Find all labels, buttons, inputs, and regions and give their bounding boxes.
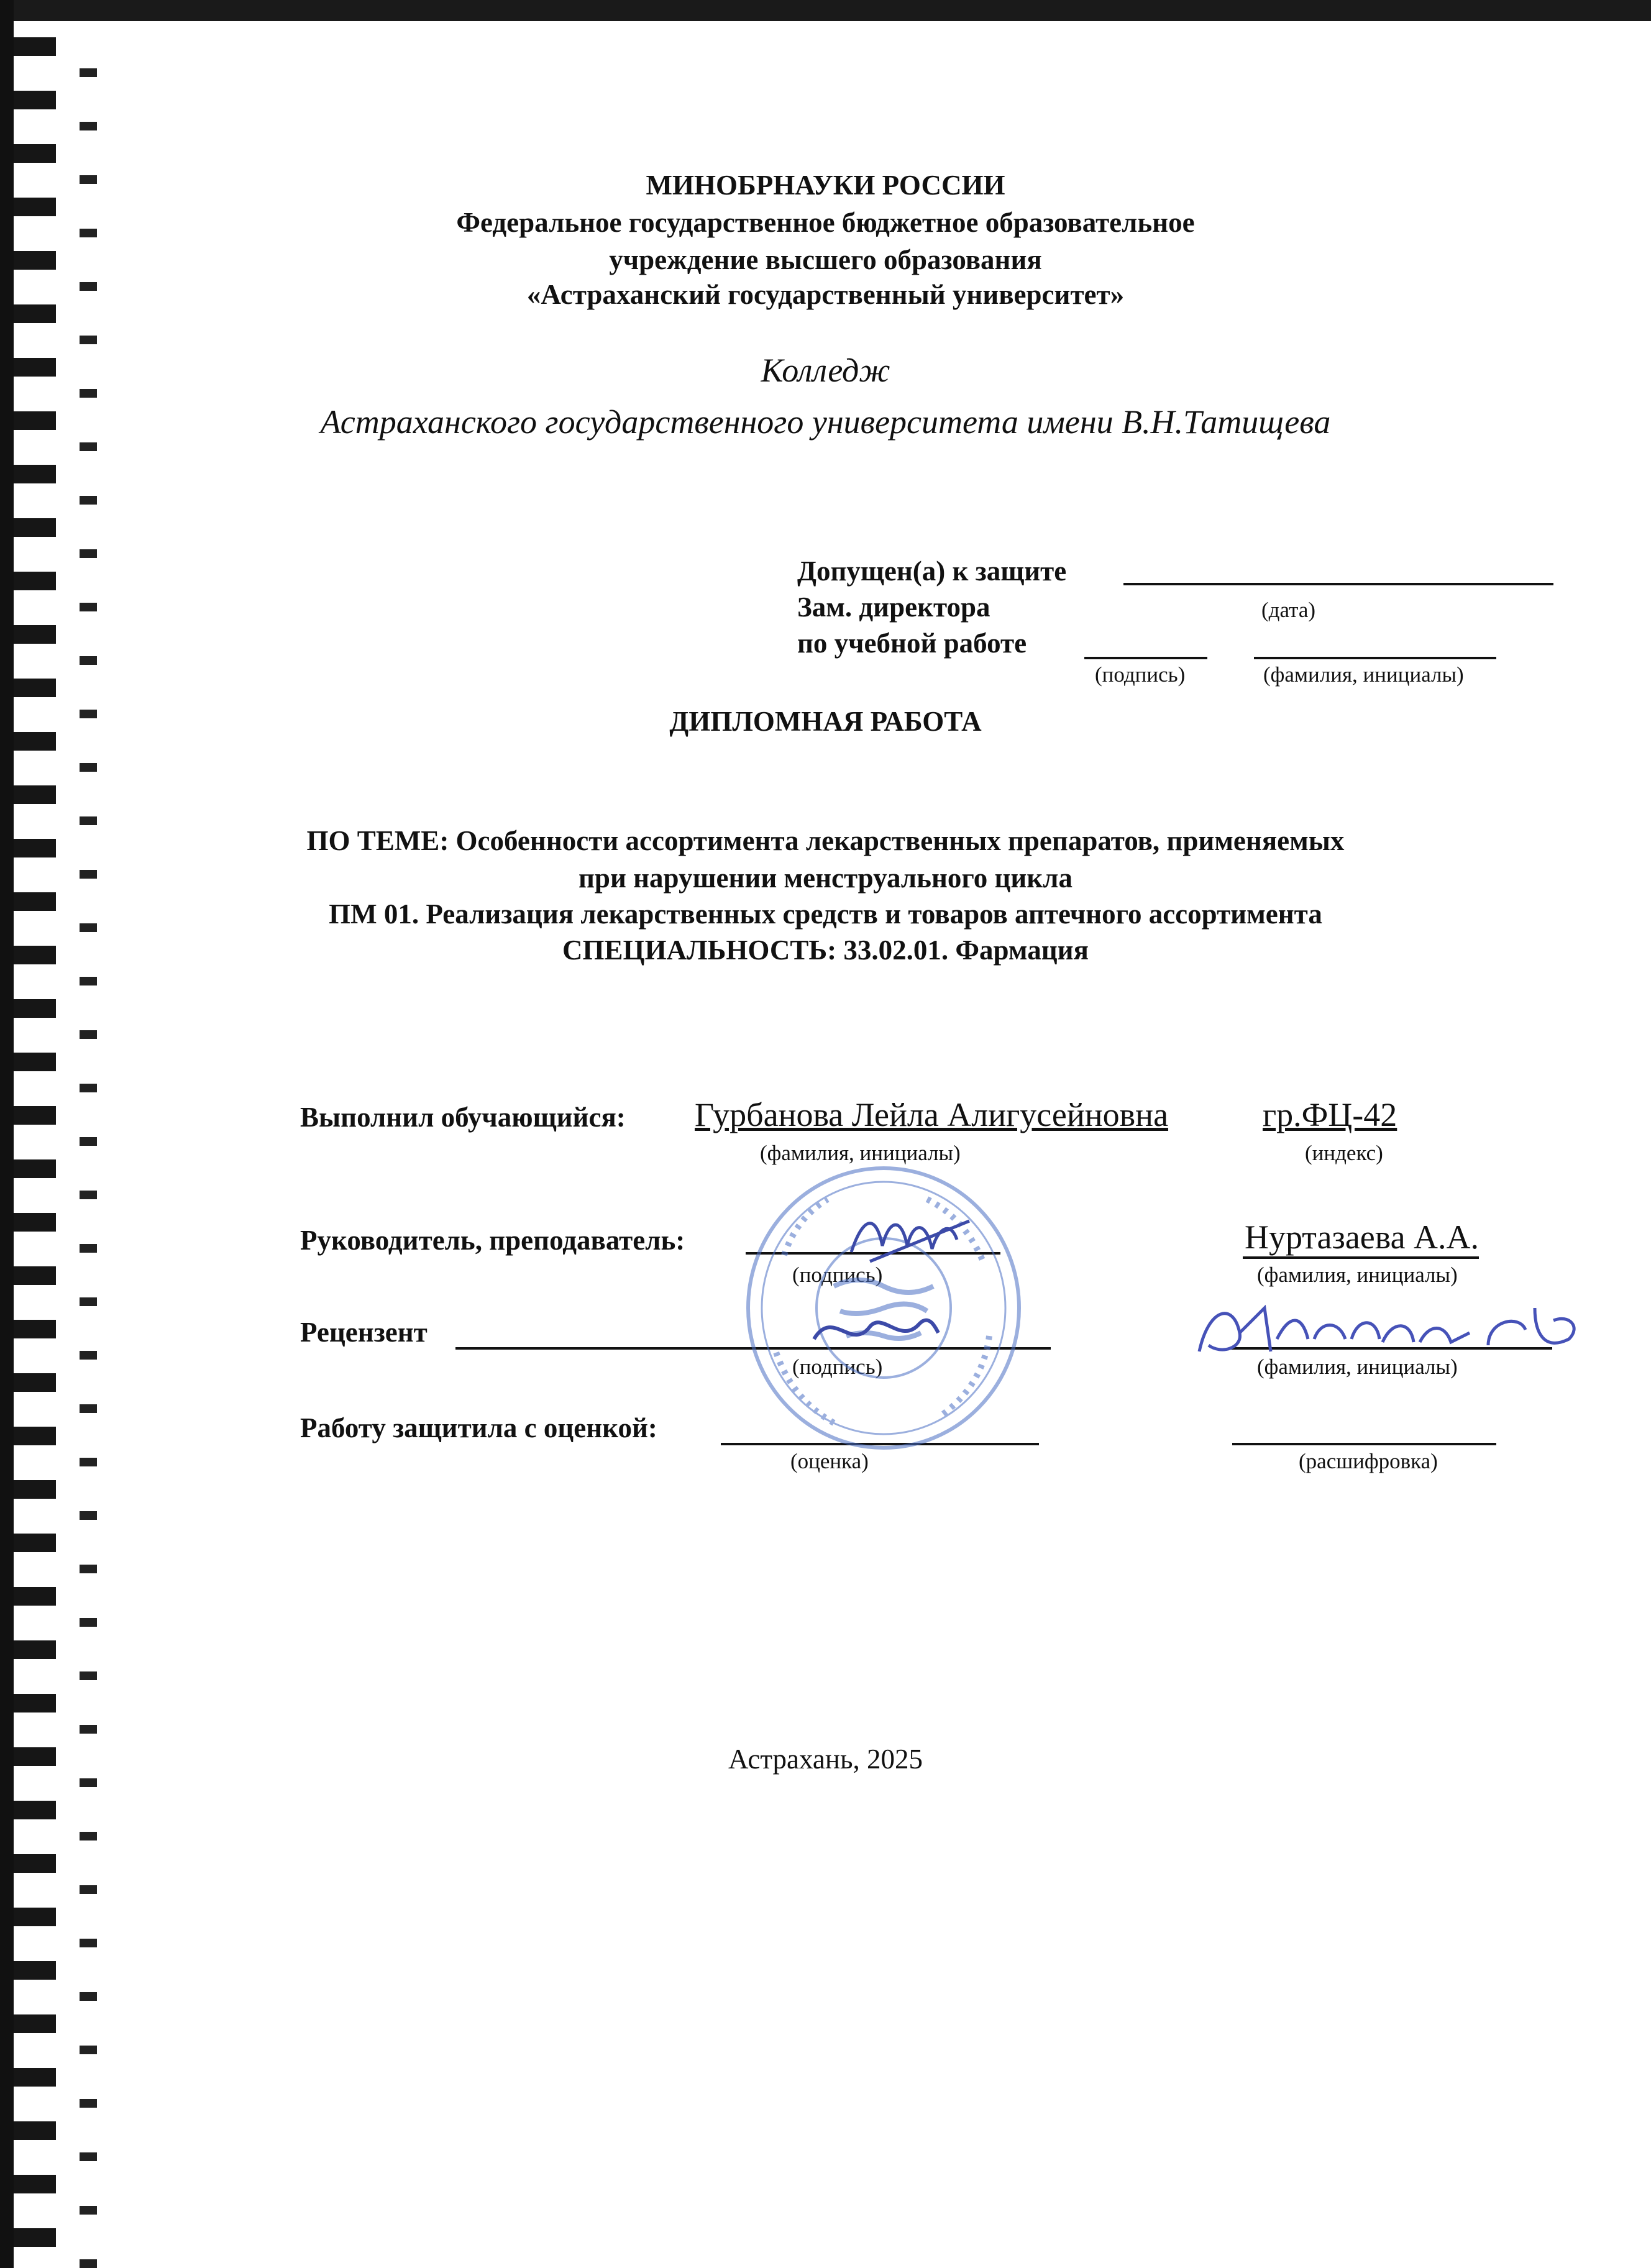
deputy-director-label: Зам. директора [797,592,990,623]
binding-ring [14,679,56,697]
binding-ring [14,1106,56,1125]
binding-ring [14,999,56,1018]
grade-decode-caption: (расшифровка) [1299,1449,1438,1473]
city-year: Астрахань, 2025 [728,1744,923,1775]
binding-hole [80,1297,97,1306]
binding-hole [80,1191,97,1199]
admitted-label: Допущен(а) к защите [797,556,1067,587]
deputy-name-caption: (фамилия, инициалы) [1263,662,1464,687]
binding-hole [80,68,97,77]
binding-hole [80,1992,97,2001]
binding-hole [80,1778,97,1787]
date-caption: (дата) [1261,598,1316,622]
institution-line-2: учреждение высшего образования [609,244,1042,275]
student-index-caption: (индекс) [1305,1141,1383,1165]
binding-ring [14,2068,56,2087]
deputy-signature-caption: (подпись) [1095,662,1186,687]
binding-hole [80,1939,97,1947]
academic-work-label: по учебной работе [797,628,1027,659]
binding-hole [80,603,97,611]
binding-hole [80,1618,97,1627]
binding-ring [14,91,56,109]
student-name-caption: (фамилия, инициалы) [760,1141,961,1165]
supervisor-label: Руководитель, преподаватель: [300,1225,685,1256]
reviewer-name-caption: (фамилия, инициалы) [1257,1355,1458,1379]
reviewer-handwritten-name [1196,1296,1581,1364]
supervisor-signature-caption: (подпись) [792,1263,883,1287]
student-group: гр.ФЦ-42 [1263,1096,1397,1133]
binding-ring [14,2121,56,2140]
document-type-title: ДИПЛОМНАЯ РАБОТА [669,706,982,737]
binding-ring [14,785,56,804]
grade-decode-line [1232,1443,1496,1445]
binding-ring [14,2228,56,2247]
binding-ring [14,1694,56,1712]
spiral-binding [0,0,112,2268]
supervisor-name: Нуртазаева А.А. [1245,1219,1479,1256]
binding-ring [14,2014,56,2033]
binding-ring [14,518,56,537]
binding-ring [14,1854,56,1873]
binding-hole [80,496,97,505]
binding-ring [14,144,56,163]
reviewer-signature-caption: (подпись) [792,1355,883,1379]
college-line-2: Астраханского государственного университета имени В.Н.Татищева [320,403,1331,441]
binding-hole [80,1832,97,1840]
binding-hole [80,1404,97,1413]
institution-line-1: Федеральное государственное бюджетное образовательное [456,207,1195,238]
scan-top-edge [0,0,1651,21]
binding-hole [80,2259,97,2268]
binding-ring [14,1266,56,1285]
deputy-name-line [1254,657,1496,659]
binding-hole [80,1351,97,1360]
topic-line-1: ПО ТЕМЕ: Особенности ассортимента лекарственных препаратов, применяемых [306,825,1345,856]
grade-label: Работу защитила с оценкой: [300,1412,657,1443]
university-name: «Астраханский государственный университет» [526,279,1125,310]
supervisor-name-line [1243,1256,1479,1259]
binding-ring [14,1053,56,1071]
specialty-line: СПЕЦИАЛЬНОСТЬ: 33.02.01. Фармация [562,935,1089,966]
binding-ring [14,1427,56,1445]
binding-hole [80,2046,97,2054]
topic-line-3: ПМ 01. Реализация лекарственных средств и товаров аптечного ассортимента [329,899,1322,930]
binding-ring [14,1961,56,1980]
binding-ring [14,572,56,590]
admission-date-line [1123,583,1553,585]
grade-caption: (оценка) [790,1449,869,1473]
binding-ring [14,1587,56,1606]
binding-ring [14,1159,56,1178]
deputy-signature-line [1084,657,1207,659]
binding-ring [14,625,56,644]
binding-hole [80,2152,97,2161]
binding-hole [80,1511,97,1520]
binding-hole [80,442,97,451]
binding-hole [80,1885,97,1894]
supervisor-signature [845,1202,988,1271]
binding-ring [14,1801,56,1819]
binding-hole [80,1084,97,1092]
binding-hole [80,2099,97,2108]
topic-line-2: при нарушении менструального цикла [579,862,1072,894]
binding-ring [14,1640,56,1659]
reviewer-label: Рецензент [300,1317,428,1348]
binding-ring [14,1908,56,1926]
binding-ring [14,1480,56,1499]
binding-ring [14,1534,56,1552]
reviewer-stamp-signature [808,1302,944,1358]
binding-hole [80,2206,97,2215]
binding-ring [14,1373,56,1392]
binding-ring [14,1320,56,1338]
binding-hole [80,549,97,558]
binding-hole [80,1565,97,1573]
binding-hole [80,336,97,344]
binding-hole [80,1671,97,1680]
binding-ring [14,37,56,56]
binding-hole [80,122,97,130]
binding-hole [80,1244,97,1253]
binding-hole [80,977,97,985]
binding-hole [80,1137,97,1146]
binding-hole [80,1030,97,1039]
binding-ring [14,2175,56,2193]
student-label: Выполнил обучающийся: [300,1102,626,1133]
binding-ring [14,1213,56,1232]
student-name: Гурбанова Лейла Алигусейновна [695,1096,1169,1133]
supervisor-name-caption: (фамилия, инициалы) [1257,1263,1458,1287]
binding-hole [80,763,97,772]
binding-hole [80,1458,97,1466]
binding-ring [14,465,56,483]
binding-hole [80,656,97,665]
ministry-title: МИНОБРНАУКИ РОССИИ [646,170,1005,201]
binding-hole [80,1725,97,1734]
college-line-1: Колледж [761,352,890,389]
